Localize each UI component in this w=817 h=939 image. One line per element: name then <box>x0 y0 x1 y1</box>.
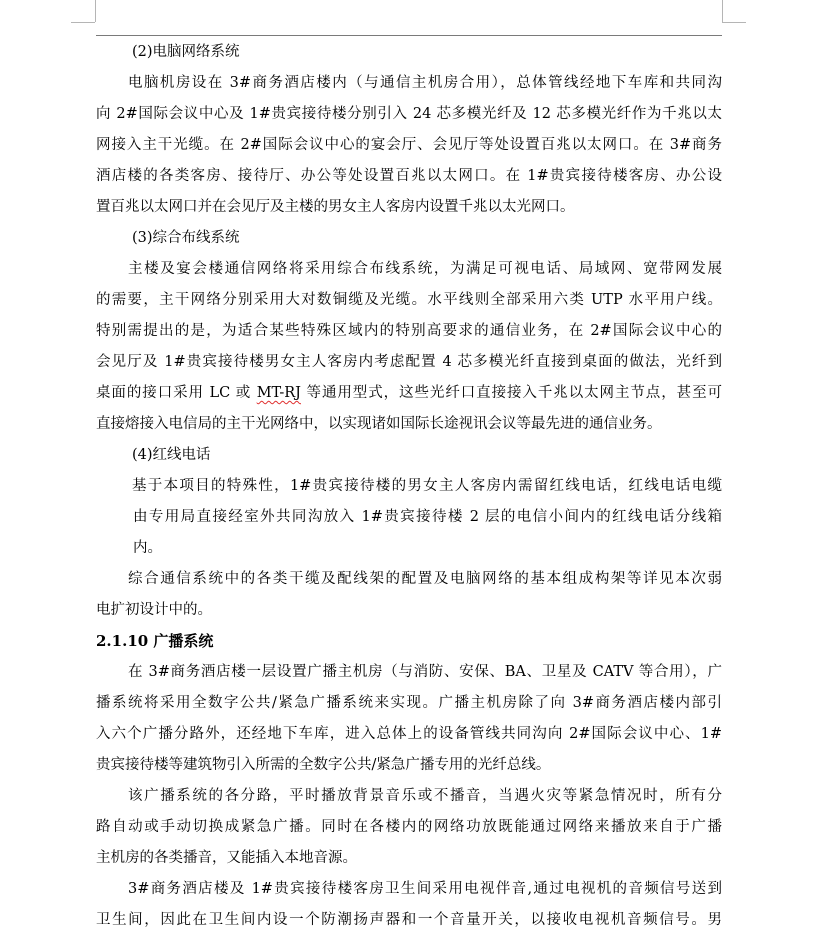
section-heading-broadcast: 2.1.10 广播系统 <box>96 632 214 650</box>
paragraph-line: 在 3#商务酒店楼一层设置广播主机房（与消防、安保、BA、卫星及 CATV 等合用），广 <box>128 664 722 680</box>
paragraph-line: 网接入主干光缆。在 2#国际会议中心的宴会厅、会见厅等处设置百兆以太网口。在 3#商务 <box>96 137 722 153</box>
paragraph-line: 基于本项目的特殊性，1#贵宾接待楼的男女主人客房内需留红线电话，红线电话电缆 <box>132 478 722 494</box>
subheading-redline-phone: (4)红线电话 <box>132 447 211 463</box>
line-text-before: 桌面的接口采用 LC 或 <box>96 385 257 401</box>
crop-mark-left-h <box>71 22 95 23</box>
paragraph-line: 卫生间，因此在卫生间内设一个防潮扬声器和一个音量开关，以接收电视机音频信号。男 <box>96 912 722 928</box>
subheading-computer-network: (2)电脑网络系统 <box>132 44 240 60</box>
paragraph-line: 入六个广播分路外，还经地下车库，进入总体上的设备管线共同沟向 2#国际会议中心、1# <box>96 726 722 742</box>
paragraph-line: 置百兆以太网口并在会见厅及主楼的男女主人客房内设置千兆以太光网口。 <box>96 199 575 215</box>
paragraph-line: 播系统将采用全数字公共/紧急广播系统来实现。广播主机房除了向 3#商务酒店楼内部引 <box>96 695 722 711</box>
document-body <box>96 37 722 936</box>
paragraph-line: 贵宾接待楼等建筑物引入所需的全数字公共/紧急广播专用的光纤总线。 <box>96 757 551 773</box>
paragraph-line: 由专用局直接经室外共同沟放入 1#贵宾接待楼 2 层的电信小间内的红线电话分线箱 <box>133 509 722 525</box>
paragraph-line: 的需要，主干网络分别采用大对数铜缆及光缆。水平线则全部采用六类 UTP 水平用户线。 <box>96 292 722 308</box>
subheading-cabling: (3)综合布线系统 <box>132 230 240 246</box>
paragraph-line: 主楼及宴会楼通信网络将采用综合布线系统，为满足可视电话、局域网、宽带网发展 <box>128 261 722 277</box>
paragraph-line: 电脑机房设在 3#商务酒店楼内（与通信主机房合用），总体管线经地下车库和共同沟 <box>128 75 722 91</box>
paragraph-line: 直接熔接入电信局的主干光网络中，以实现诸如国际长途视讯会议等最先进的通信业务。 <box>96 416 662 432</box>
crop-mark-right <box>722 0 723 22</box>
crop-mark-left <box>95 0 96 22</box>
paragraph-line: 特别需提出的是，为适合某些特殊区域内的特别高要求的通信业务，在 2#国际会议中心的 <box>96 323 722 339</box>
line-text-after: 等通用型式，这些光纤口直接接入千兆以太网主节点，甚至可 <box>300 385 722 401</box>
paragraph-line: 酒店楼的各类客房、接待厅、办公等处设置百兆以太网口。在 1#贵宾接待楼客房、办公设 <box>96 168 722 184</box>
paragraph-line: 电扩初设计中的。 <box>96 602 212 618</box>
paragraph-line: 综合通信系统中的各类干缆及配线架的配置及电脑网络的基本组成构架等详见本次弱 <box>128 571 722 587</box>
header-rule <box>96 35 722 36</box>
paragraph-line: 向 2#国际会议中心及 1#贵宾接待楼分别引入 24 芯多模光纤及 12 芯多模光纤作为千兆以太 <box>96 106 722 122</box>
paragraph-line: 内。 <box>133 540 162 556</box>
paragraph-line: 会见厅及 1#贵宾接待楼男女主人客房内考虑配置 4 芯多模光纤直接到桌面的做法，光纤到 <box>96 354 722 370</box>
crop-mark-right-h <box>722 22 746 23</box>
paragraph-line: 路自动或手动切换成紧急广播。同时在各楼内的网络功放既能通过网络来播放来自于广播 <box>96 819 722 835</box>
paragraph-line: 主机房的各类播音，又能插入本地音源。 <box>96 850 357 866</box>
spellcheck-marked-word: MT-RJ <box>256 385 301 401</box>
paragraph-line-marked <box>96 378 722 409</box>
paragraph-line: 该广播系统的各分路，平时播放背景音乐或不播音，当遇火灾等紧急情况时，所有分 <box>128 788 722 804</box>
paragraph-line: 3#商务酒店楼及 1#贵宾接待楼客房卫生间采用电视伴音,通过电视机的音频信号送到 <box>128 881 722 897</box>
